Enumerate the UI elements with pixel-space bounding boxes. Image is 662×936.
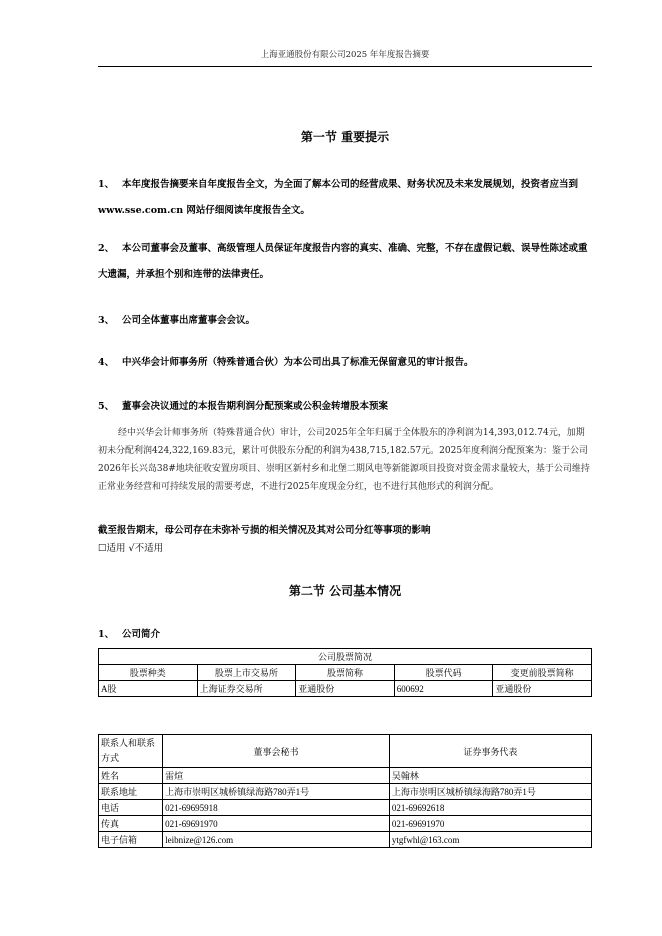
notice-item-text: 本年度报告摘要来自年度报告全文，为全面了解本公司的经营成果、财务状况及未来发展规划，投资者应当到 www.sse.com.cn 网站仔细阅读年度报告全文。 [98,179,579,216]
notice-item-3 [98,308,592,334]
sub-number: 1、 [98,629,115,640]
stock-header-cell: 股票种类 [99,665,198,681]
contact-cell: 021-69691970 [389,816,591,832]
contact-cell: 021-69691970 [163,816,390,832]
section1-title: 第一节 重要提示 [300,130,390,144]
notice-item-4 [98,350,592,376]
notice-item-text: 中兴华会计师事务所（特殊普通合伙）为本公司出具了标准无保留意见的审计报告。 [122,357,474,368]
contact-cell: 吴翰林 [389,768,591,784]
stock-header-cell: 股票简称 [296,665,395,681]
stock-cell: 上海证券交易所 [197,681,296,697]
contact-cell: 上海市崇明区城桥镇绿海路780弄1号 [163,784,390,800]
notice-item-text: 本公司董事会及董事、高级管理人员保证年度报告内容的真实、准确、完整，不存在虚假记载、误导性陈述或重大遗漏，并承担个别和连带的法律责任。 [98,243,588,280]
notice-item-2 [98,236,592,288]
stock-table [98,648,592,697]
notice-item-number: 1、 [98,179,115,190]
table-row [99,816,592,832]
table-row [99,832,592,848]
profit-distribution-text: 经中兴华会计师事务所（特殊普通合伙）审计，公司2025年全年归属于全体股东的净利润为14,393,012.74元，加期初未分配利润424,322,169.83元，累计可供股东分配的利润为438,715,182.57元。2025年度利润分配预案为：鉴于公司2026年长兴岛38#地块征收安置房项目、崇明区新村乡和北堡二期风电等新能源项目投资对资金需求量较大，基于公司维持正常业务经营和可持续发展的需要考虑，不进行2025年度现金分红，也不进行其他形式的利润分配。 [98,428,590,492]
contact-header-cell: 联系人和联系方式 [99,735,163,768]
stock-cell: 亚通股份 [296,681,395,697]
stock-header-cell: 变更前股票简称 [493,665,592,681]
table-row [99,784,592,800]
company-profile-heading [98,622,592,648]
contact-header-cell: 董事会秘书 [163,735,390,768]
stock-table-caption: 公司股票简况 [99,649,592,665]
contact-cell: 联系地址 [99,784,163,800]
notice-item-number: 3、 [98,315,115,326]
contact-cell: 上海市崇明区城桥镇绿海路780弄1号 [389,784,591,800]
notice-item-1 [98,172,592,224]
stock-cell: 600692 [394,681,493,697]
notice-item-5 [98,394,592,420]
stock-cell: 亚通股份 [493,681,592,697]
loss-question: 截至报告期末，母公司存在未弥补亏损的相关情况及其对公司分红等事项的影响 [98,525,431,536]
stock-header-cell: 股票代码 [394,665,493,681]
contact-cell: 传真 [99,816,163,832]
contact-header-cell: 证券事务代表 [389,735,591,768]
stock-cell: A股 [99,681,198,697]
contact-email-link[interactable]: leibnize@126.com [163,832,390,848]
contact-cell: 姓名 [99,768,163,784]
contact-cell: 021-69695918 [163,800,390,816]
notice-item-number: 2、 [98,243,115,254]
table-row [99,768,592,784]
contact-email-link[interactable]: ytgfwhl@163.com [389,832,591,848]
notice-item-number: 5、 [98,401,115,412]
notice-item-text: 董事会决议通过的本报告期利润分配预案或公积金转增股本预案 [122,401,389,412]
table-row [99,800,592,816]
notice-item-text: 公司全体董事出席董事会会议。 [122,315,256,326]
contact-cell: 雷煊 [163,768,390,784]
contact-cell: 电子信箱 [99,832,163,848]
contact-cell: 电话 [99,800,163,816]
contact-table [98,734,592,848]
notice-item-number: 4、 [98,357,115,368]
contact-cell: 021-69692618 [389,800,591,816]
page-header: 上海亚通股份有限公司2025 年年度报告摘要 [98,48,592,67]
sub-text: 公司简介 [122,629,161,640]
stock-header-cell: 股票上市交易所 [197,665,296,681]
section2-title: 第二节 公司基本情况 [288,584,402,598]
applicable-status: ☐适用 √不适用 [98,543,164,554]
